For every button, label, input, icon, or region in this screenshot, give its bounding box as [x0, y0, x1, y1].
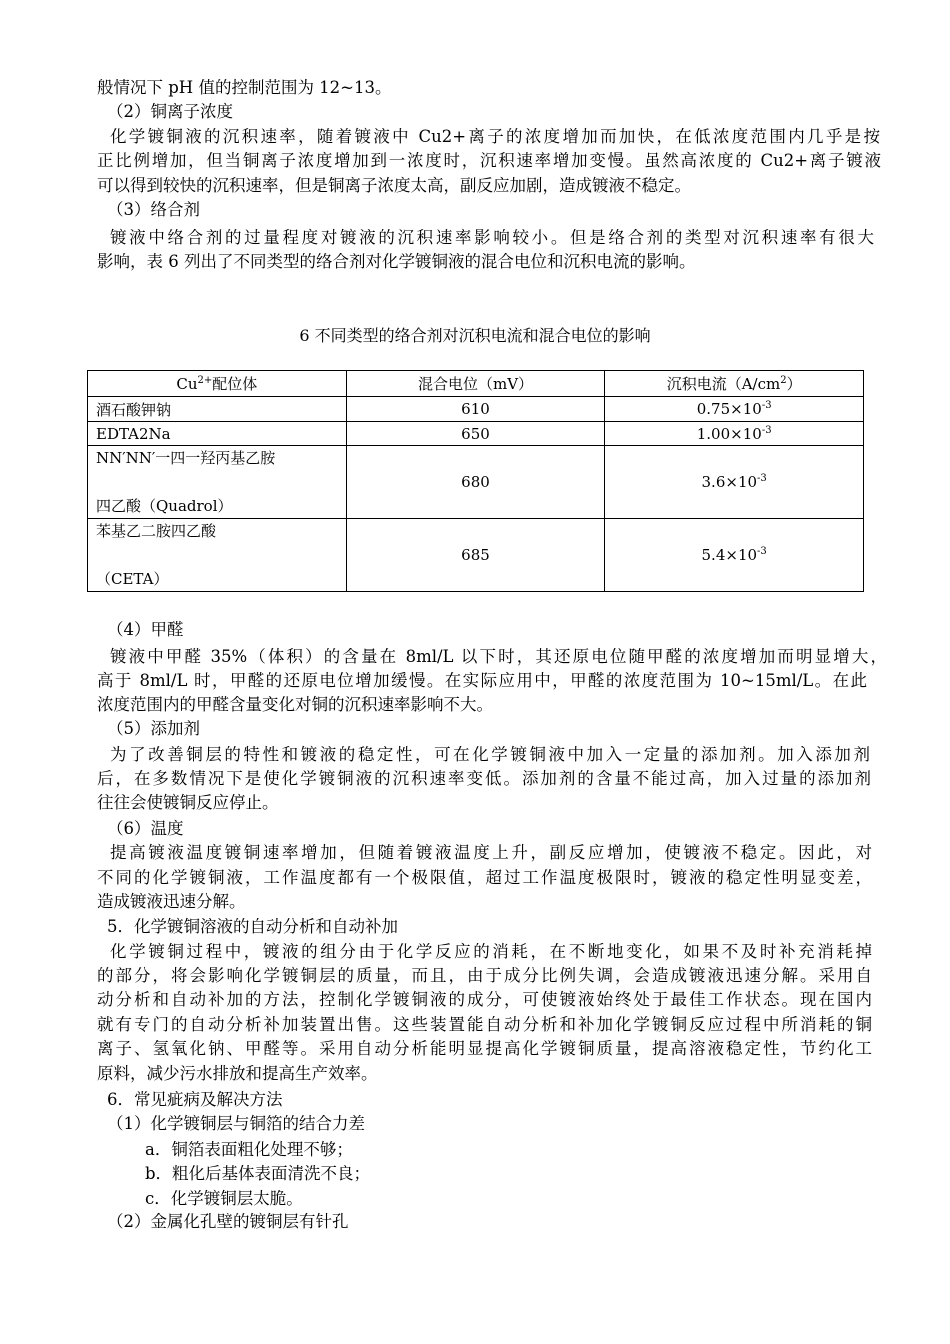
text-line: 离子、氢氧化钠、甲醛等。采用自动分析能明显提高化学镀铜质量，提高溶液稳定性，节约化工 — [97, 1039, 872, 1058]
text-line: 提高镀液温度镀铜速率增加，但随着镀液温度上升，副反应增加，使镀液不稳定。因此，对 — [110, 843, 872, 862]
section-heading-temperature: （6）温度 — [107, 819, 184, 838]
ligand-table — [87, 370, 864, 592]
section-heading-complexing-agent: （3）络合剂 — [107, 200, 200, 219]
text-line: 般情况下 pH 值的控制范围为 12~13。 — [97, 78, 392, 97]
text-line: 正比例增加，但当铜离子浓度增加到一浓度时，沉积速率增加变慢。虽然高浓度的 Cu2+离子镀液 — [97, 151, 881, 170]
cell-ligand-line1: NN′NN′一四一羟丙基乙胺 — [96, 449, 276, 467]
text-line: 不同的化学镀铜液，工作温度都有一个极限值，超过工作温度极限时，镀液的稳定性明显变差， — [97, 868, 872, 887]
cell-potential: 650 — [346, 422, 605, 446]
header-deposition-current: 沉积电流$(A/cm^2)$ — [605, 371, 864, 397]
cell-ligand — [88, 446, 347, 519]
text-line: 镀液中甲醛 35%（体积）的含量在 8ml/L 以下时，其还原电位随甲醛的浓度增加而明显增大， — [110, 647, 887, 666]
table-row — [88, 446, 864, 519]
text-line: 后，在多数情况下是使化学镀铜液的沉积速率变低。添加剂的含量不能过高，加入过量的添加剂 — [97, 769, 871, 788]
table-caption: 6 不同类型的络合剂对沉积电流和混合电位的影响 — [299, 326, 651, 345]
cell-current: $3.6\times 10^{-3}$ — [605, 446, 864, 519]
text-line: 就有专门的自动分析补加装置出售。这些装置能自动分析和补加化学镀铜反应过程中所消耗的铜 — [97, 1015, 872, 1034]
cell-ligand — [88, 519, 347, 592]
section-heading-formaldehyde: （4）甲醛 — [107, 620, 184, 639]
cell-ligand-line1: 苯基乙二胺四乙酸 — [96, 522, 217, 540]
cell-current: $0.75\times 10^{-3}$ — [605, 397, 864, 422]
table-row — [88, 422, 864, 446]
cell-ligand-line2: 四乙酸（Quadrol） — [96, 497, 233, 515]
text-line: 造成镀液迅速分解。 — [97, 892, 246, 911]
text-line: 的部分，将会影响化学镀铜层的质量，而且，由于成分比例失调，会造成镀液迅速分解。采用自 — [97, 966, 872, 985]
subheading-adhesion: （1）化学镀铜层与铜箔的结合力差 — [107, 1114, 365, 1133]
cell-potential: 610 — [346, 397, 605, 422]
cell-ligand: EDTA2Na — [88, 422, 347, 446]
text-line: 浓度范围内的甲醛含量变化对铜的沉积速率影响不大。 — [97, 695, 493, 714]
cell-potential: 680 — [346, 446, 605, 519]
text-line: 镀液中络合剂的过量程度对镀液的沉积速率影响较小。但是络合剂的类型对沉积速率有很大 — [110, 228, 874, 247]
list-item: c．化学镀铜层太脆。 — [145, 1189, 303, 1208]
cell-current: $1.00\times 10^{-3}$ — [605, 422, 864, 446]
text-line: 高于 8ml/L 时，甲醛的还原电位增加缓慢。在实际应用中，甲醛的浓度范围为 10~15ml/L。在此 — [97, 671, 867, 690]
cell-ligand: 酒石酸钾钠 — [88, 397, 347, 422]
section-heading-auto-analysis: 5．化学镀铜溶液的自动分析和自动补加 — [107, 917, 398, 936]
section-heading-additive: （5）添加剂 — [107, 719, 200, 738]
table-header-row — [88, 371, 864, 397]
section-heading-defects: 6．常见疵病及解决方法 — [107, 1090, 283, 1109]
text-line: 往往会使镀铜反应停止。 — [97, 793, 279, 812]
text-line: 化学镀铜过程中，镀液的组分由于化学反应的消耗，在不断地变化，如果不及时补充消耗掉 — [110, 942, 872, 961]
text-line: 原料，减少污水排放和提高生产效率。 — [97, 1064, 378, 1083]
text-line: 为了改善铜层的特性和镀液的稳定性，可在化学镀铜液中加入一定量的添加剂。加入添加剂 — [110, 745, 870, 764]
header-mixed-potential: 混合电位（mV） — [346, 371, 605, 397]
table-row — [88, 519, 864, 592]
cell-potential: 685 — [346, 519, 605, 592]
text-line: 化学镀铜液的沉积速率，随着镀液中 Cu2+离子的浓度增加而加快，在低浓度范围内几乎是按 — [110, 127, 880, 146]
list-item: a．铜箔表面粗化处理不够； — [145, 1140, 353, 1159]
header-ligand: $Cu^{2+}$配位体 — [88, 371, 347, 397]
list-item: b．粗化后基体表面清洗不良； — [145, 1164, 371, 1183]
subheading-pinholes: （2）金属化孔壁的镀铜层有针孔 — [107, 1212, 349, 1231]
text-line: 可以得到较快的沉积速率，但是铜离子浓度太高，副反应加剧，造成镀液不稳定。 — [97, 176, 691, 195]
table-row — [88, 397, 864, 422]
cell-current: $5.4\times 10^{-3}$ — [605, 519, 864, 592]
text-line: 影响，表 6 列出了不同类型的络合剂对化学镀铜液的混合电位和沉积电流的影响。 — [97, 252, 696, 271]
cell-ligand-line2: （CETA） — [96, 570, 169, 588]
text-line: 动分析和自动补加的方法，控制化学镀铜液的成分，可使镀液始终处于最佳工作状态。现在国内 — [97, 990, 872, 1009]
section-heading-copper-ion: （2）铜离子浓度 — [107, 102, 233, 121]
